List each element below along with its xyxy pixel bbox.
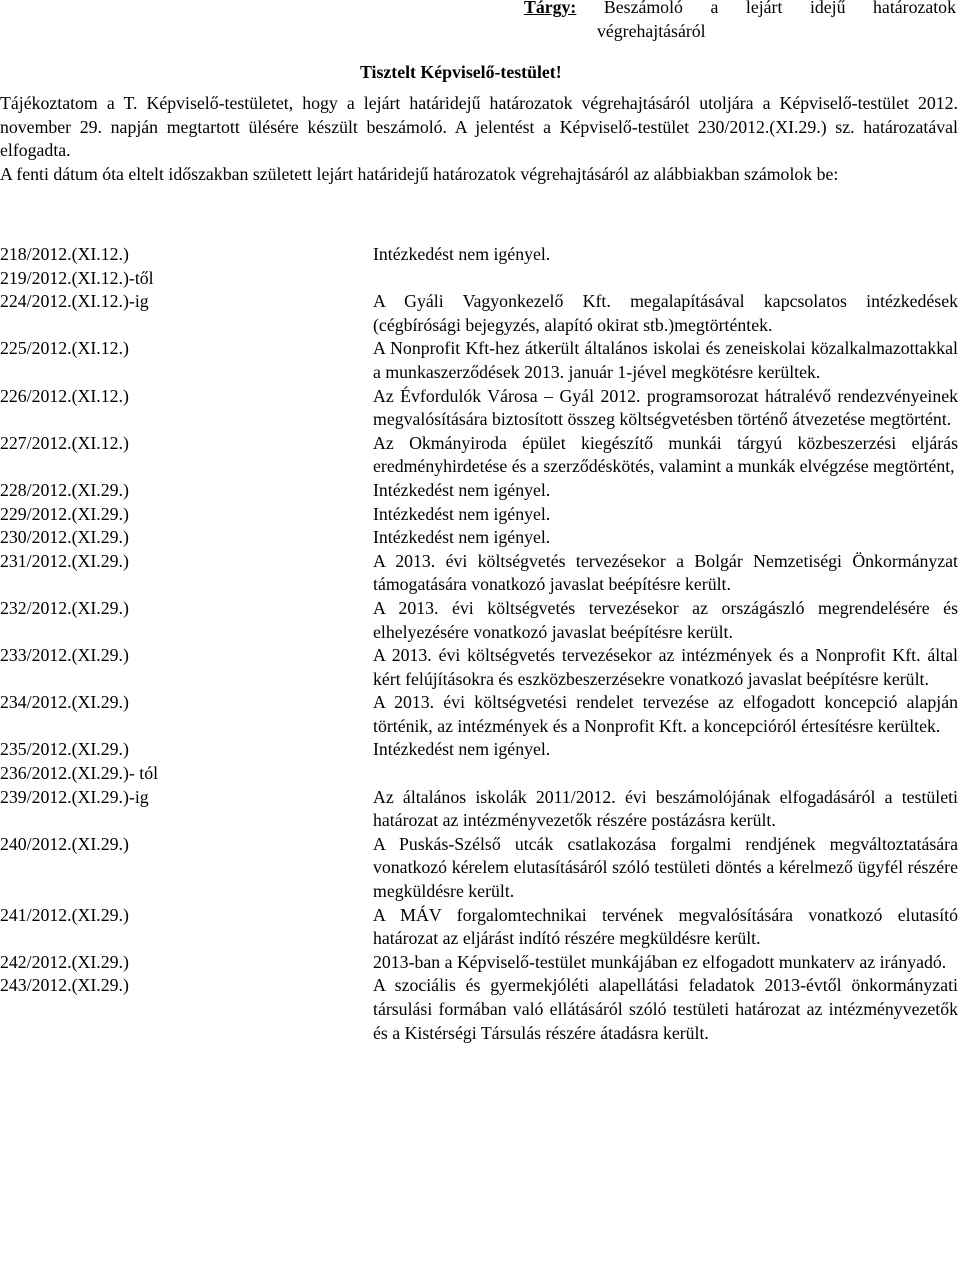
subject-word: a xyxy=(710,0,719,17)
resolution-status: A MÁV forgalomtechnikai tervének megvalósítására vonatkozó elutasító határozat az eljárást indító részére megküldésre került. xyxy=(373,904,958,949)
subject-word: Beszámoló xyxy=(603,0,683,17)
resolution-number: 226/2012.(XI.12.) xyxy=(0,385,129,406)
list-item xyxy=(0,904,958,951)
resolution-status: Intézkedést nem igényel. xyxy=(373,244,551,264)
list-item xyxy=(0,786,958,833)
subject-word: idejű xyxy=(809,0,846,17)
list-item xyxy=(0,691,958,738)
intro-paragraph-2: A fenti dátum óta eltelt időszakban született lejárt határidejű határozatok végrehajtásáról az alábbiakban számolok be: xyxy=(0,163,839,184)
resolution-status: A 2013. évi költségvetés tervezésekor a Bolgár Nemzetiségi Önkormányzat támogatására vonatkozó javaslat beépítésre került. xyxy=(373,550,958,595)
resolution-number: 219/2012.(XI.12.)-től xyxy=(0,267,154,288)
list-item xyxy=(0,644,958,691)
list-item xyxy=(0,951,958,975)
resolution-number: 218/2012.(XI.12.) xyxy=(0,244,129,264)
resolution-number: 227/2012.(XI.12.) xyxy=(0,432,129,453)
list-item xyxy=(0,833,958,904)
resolution-status: A Gyáli Vagyonkezelő Kft. megalapításával kapcsolatos intézkedések (cégbírósági bejegyzés, alapító okirat stb.)megtörténtek. xyxy=(373,291,958,335)
resolution-status: A 2013. évi költségvetés tervezésekor az intézmények és a Nonprofit Kft. által kért felújításokra és eszközbeszerzésekre vonatkozó javaslat beépítésre került. xyxy=(373,645,958,689)
resolution-number: 241/2012.(XI.29.) xyxy=(0,904,129,925)
resolution-status: A 2013. évi költségvetés tervezésekor az országászló megrendelésére és elhelyezésére vonatkozó javaslat beépítésre került. xyxy=(373,597,958,642)
resolution-number: 231/2012.(XI.29.) xyxy=(0,550,129,571)
resolution-number: 232/2012.(XI.29.) xyxy=(0,597,129,618)
resolution-status: A Nonprofit Kft-hez átkerült általános iskolai és zeneiskolai közalkalmazottakkal a munkaszerződések 2013. január 1-jével megkötésre kerültek. xyxy=(373,338,958,382)
resolution-status: Az Okmányiroda épület kiegészítő munkái tárgyú közbeszerzési eljárás eredményhirdetése és a szerződéskötés, valamint a munkák elvégzése megtörtént, xyxy=(373,432,958,477)
intro-paragraph-1: Tájékoztatom a T. Képviselő-testületet, hogy a lejárt határidejű határozatok végrehajtásáról utoljára a Képviselő-testület 2012. november 29. napján megtartott ülésére készült beszámoló. A jelentést a Képviselő-testület 230/2012.(XI.29.) sz. határozatával elfogadta. xyxy=(0,93,958,161)
subject-line-2: végrehajtásáról xyxy=(597,20,706,41)
resolution-number: 233/2012.(XI.29.) xyxy=(0,645,129,666)
resolution-status: 2013-ban a Képviselő-testület munkájában ez elfogadott munkaterv az irányadó. xyxy=(373,951,947,972)
list-item xyxy=(0,526,958,550)
list-item xyxy=(0,432,958,479)
list-item xyxy=(0,762,958,786)
list-item xyxy=(0,267,958,291)
resolution-number: 243/2012.(XI.29.) xyxy=(0,975,129,996)
list-item xyxy=(0,738,958,762)
list-item xyxy=(0,479,958,503)
resolution-number: 235/2012.(XI.29.) xyxy=(0,739,129,760)
resolution-number: 240/2012.(XI.29.) xyxy=(0,833,129,854)
resolution-number: 239/2012.(XI.29.)-ig xyxy=(0,786,149,807)
list-item xyxy=(0,974,958,1045)
resolution-status: Intézkedést nem igényel. xyxy=(373,479,551,500)
list-item xyxy=(0,243,958,267)
list-item xyxy=(0,337,958,384)
greeting: Tisztelt Képviselő-testület! xyxy=(360,62,562,82)
resolution-status xyxy=(373,762,958,786)
list-item xyxy=(0,290,958,337)
subject-word: lejárt xyxy=(745,0,783,17)
resolution-status: Az általános iskolák 2011/2012. évi beszámolójának elfogadásáról a testületi határozat az intézményvezetők részére postázásra került. xyxy=(373,786,958,831)
resolution-status: Intézkedést nem igényel. xyxy=(373,739,551,760)
list-item xyxy=(0,503,958,527)
list-item xyxy=(0,597,958,644)
list-item xyxy=(0,550,958,597)
resolution-status xyxy=(373,267,958,291)
resolution-number: 230/2012.(XI.29.) xyxy=(0,527,129,548)
list-item xyxy=(0,385,958,432)
resolution-number: 234/2012.(XI.29.) xyxy=(0,692,129,713)
subject-block xyxy=(524,0,956,43)
subject-label: Tárgy: xyxy=(524,0,577,17)
subject-word: határozatok xyxy=(873,0,956,17)
resolution-number: 224/2012.(XI.12.)-ig xyxy=(0,291,149,312)
resolution-status: Az Évfordulók Városa – Gyál 2012. programsorozat hátralévő rendezvényeinek megvalósítására biztosított összeg költségvetésben történő átvezetése megtörtént. xyxy=(373,385,958,430)
resolution-number: 242/2012.(XI.29.) xyxy=(0,951,129,972)
resolution-number: 236/2012.(XI.29.)- tól xyxy=(0,763,159,784)
resolution-number: 229/2012.(XI.29.) xyxy=(0,503,129,524)
resolution-number: 228/2012.(XI.29.) xyxy=(0,479,129,500)
resolution-number: 225/2012.(XI.12.) xyxy=(0,338,129,359)
resolution-status: A 2013. évi költségvetési rendelet tervezése az elfogadott koncepció alapján történik, az intézmények és a Nonprofit Kft. a koncepcióról értesítésre kerültek. xyxy=(373,692,958,736)
resolution-status: A Puskás-Szélső utcák csatlakozása forgalmi rendjének megváltoztatására vonatkozó kérelem elutasításáról szóló testületi döntés a kérelmező ügyfél részére megküldésre került. xyxy=(373,833,958,902)
resolution-list xyxy=(0,243,958,1045)
resolution-status: Intézkedést nem igényel. xyxy=(373,527,551,548)
resolution-status: A szociális és gyermekjóléti alapellátási feladatok 2013-évtől önkormányzati társulási formában való ellátásáról szóló testületi határozat az intézményvezetők és a Kistérségi Társulás részére átadásra került. xyxy=(373,975,958,1043)
intro-block xyxy=(0,92,958,186)
resolution-status: Intézkedést nem igényel. xyxy=(373,503,551,524)
